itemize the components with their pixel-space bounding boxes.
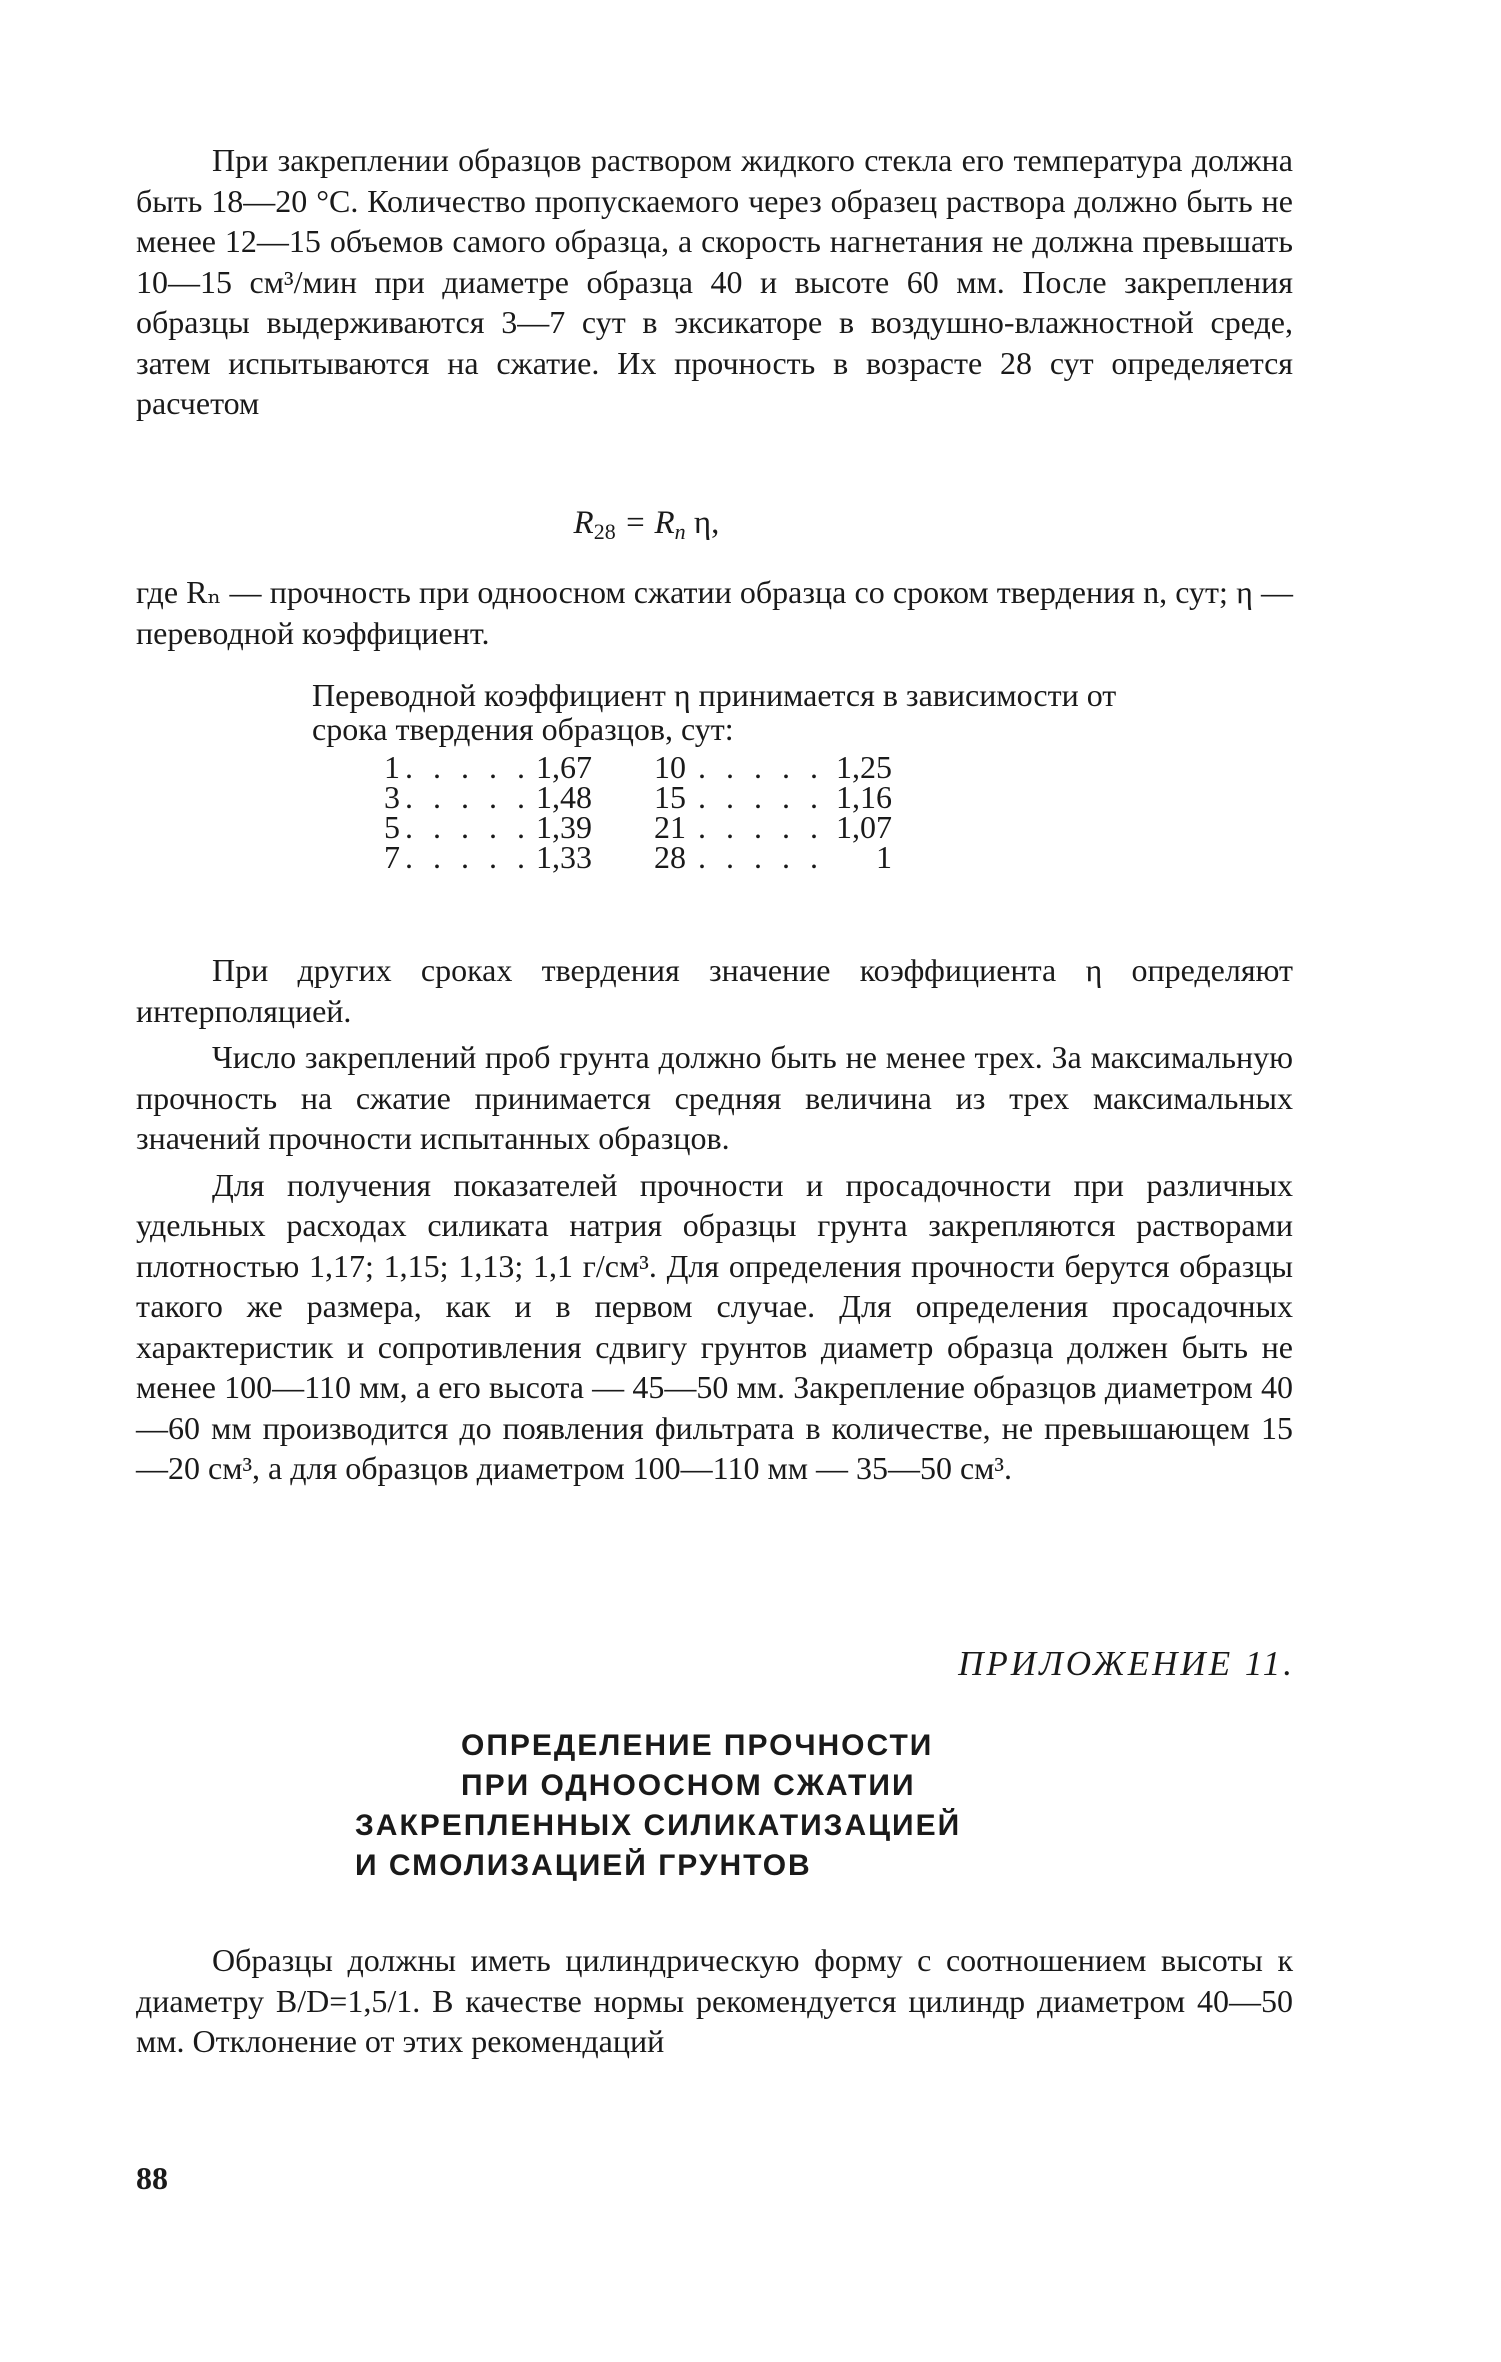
term-days-cell: 21 — [654, 809, 686, 845]
leader-dots: . . . . . — [405, 839, 531, 875]
coefficient-row — [370, 752, 892, 782]
coefficient-row — [370, 782, 892, 812]
leader-dots: . . . . . — [698, 839, 824, 875]
leader-dots: . . . . . — [698, 749, 824, 785]
formula-equals: = — [615, 505, 655, 541]
coefficient-cell: 1,67 — [536, 749, 592, 785]
coefficient-row — [370, 812, 892, 842]
table-intro — [312, 678, 1192, 746]
term-days-cell: 3 — [384, 779, 400, 815]
leader-dots: . . . . . — [405, 809, 531, 845]
paragraph-text: Образцы должны иметь цилиндрическую форму с соотношением высоты к диаметру B/D=1,5/1. В качестве нормы рекомендуется цилиндр диаметром 40—50 мм. Отклонение от этих рекомендаций — [136, 1942, 1293, 2059]
coefficient-row — [370, 842, 892, 872]
formula-strength-28 — [0, 505, 1293, 545]
coefficient-cell: 1,25 — [836, 749, 892, 785]
coefficient-cell: 1,48 — [536, 779, 592, 815]
formula-lhs-subscript: 28 — [593, 519, 616, 544]
term-days-cell: 15 — [654, 779, 686, 815]
paragraph-text: где Rₙ — прочность при одноосном сжатии образца со сроком твердения n, сут; η — переводной коэффициент. — [136, 574, 1293, 651]
coefficient-cell: 1,39 — [536, 809, 592, 845]
paragraph-text: Для получения показателей прочности и просадочности при различных удельных расходах силиката натрия образцы грунта закрепляются растворами плотностью 1,17; 1,15; 1,13; 1,1 г/см³. Для определения прочности берутся образцы такого же размера, как и в первом случае. Для определения просадочных характеристик и сопротивления сдвигу грунтов диаметр образца должен быть не менее 100—110 мм, а его высота — 45—50 мм. Закрепление образцов диаметром 40—60 мм производится до появления фильтрата в количестве, не превышающем 15—20 см³, а для образцов диаметром 100—110 мм — 35—50 см³. — [136, 1166, 1293, 1486]
term-days-cell: 7 — [384, 839, 400, 875]
term-days-cell: 28 — [654, 839, 686, 875]
paragraph-sample-shape — [136, 1940, 1293, 2062]
formula-eta: η, — [685, 505, 720, 541]
paragraph-interpolation — [136, 950, 1293, 1489]
formula-lhs: R — [573, 505, 594, 541]
paragraph-formula-explanation — [136, 572, 1293, 653]
formula-rhs-subscript: n — [674, 519, 686, 544]
coefficient-cell: 1,16 — [836, 779, 892, 815]
section-title-line: ОПРЕДЕЛЕНИЕ ПРОЧНОСТИ — [461, 1729, 934, 1762]
paragraph-text: При других сроках твердения значение коэффициента η определяют интерполяцией. — [136, 952, 1293, 1029]
term-days-cell: 5 — [384, 809, 400, 845]
paragraph-solution-fixing — [136, 140, 1293, 424]
coefficient-table — [370, 749, 892, 875]
leader-dots: . . . . . — [405, 779, 531, 815]
coefficient-cell: 1,07 — [836, 809, 892, 845]
table-intro-text: Переводной коэффициент η принимается в зависимости от срока твердения образцов, сут: — [312, 677, 1117, 747]
term-days-cell: 10 — [654, 749, 686, 785]
formula-rhs: R — [654, 505, 675, 541]
section-title-line: ЗАКРЕПЛЕННЫХ СИЛИКАТИЗАЦИЕЙ — [355, 1809, 962, 1842]
leader-dots: . . . . . — [698, 779, 824, 815]
page-number: 88 — [136, 2160, 168, 2196]
paragraph-text: При закреплении образцов раствором жидкого стекла его температура должна быть 18—20 °С. Количество пропускаемого через образец раствора должно быть не менее 12—15 объемов самого образца, а скорость нагнетания не должна превышать 10—15 см³/мин при диаметре образца 40 и высоте 60 мм. После закрепления образцы выдерживаются 3—7 сут в эксикаторе в воздушно-влажностной среде, затем испытываются на сжатие. Их прочность в возрасте 28 сут определяется расчетом — [136, 142, 1293, 421]
leader-dots: . . . . . — [698, 809, 824, 845]
coefficient-cell: 1,33 — [536, 839, 592, 875]
leader-dots: . . . . . — [405, 749, 531, 785]
section-title-line: И СМОЛИЗАЦИЕЙ ГРУНТОВ — [355, 1849, 812, 1882]
appendix-label: ПРИЛОЖЕНИЕ 11. — [958, 1644, 1295, 1683]
coefficient-cell: 1 — [876, 839, 892, 875]
term-days-cell: 1 — [384, 749, 400, 785]
paragraph-text: Число закреплений проб грунта должно быть не менее трех. За максимальную прочность на сжатие принимается средняя величина из трех максимальных значений прочности испытанных образцов. — [136, 1039, 1293, 1156]
section-title-line: ПРИ ОДНООСНОМ СЖАТИИ — [461, 1769, 916, 1802]
section-title — [355, 1726, 1115, 1886]
